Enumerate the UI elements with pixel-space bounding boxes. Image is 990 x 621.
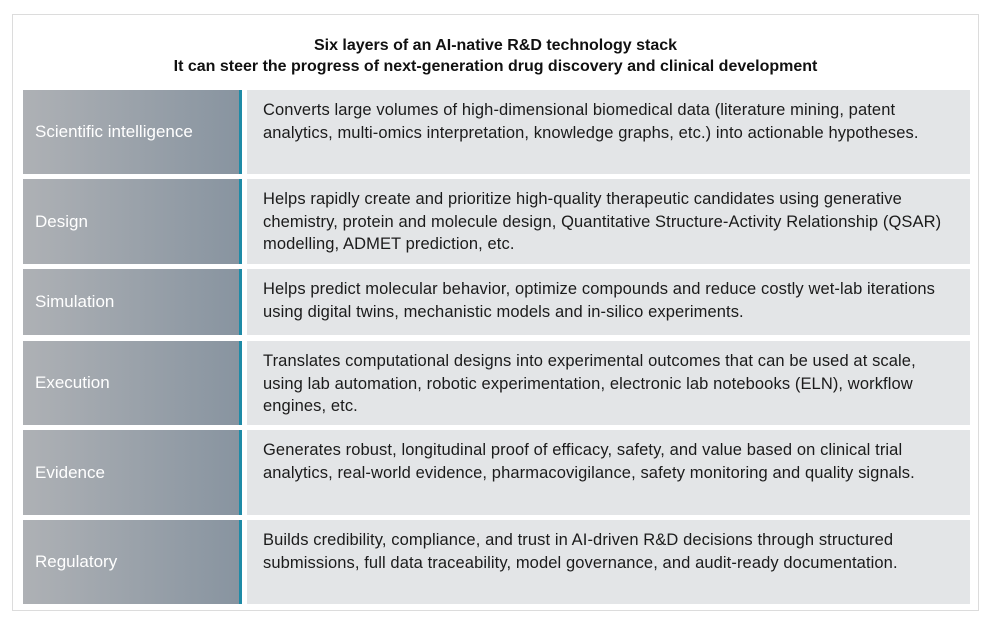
layer-row-evidence (23, 430, 970, 515)
layer-row-regulatory (23, 520, 970, 604)
layer-label: Simulation (35, 292, 115, 311)
layer-description: Helps rapidly create and prioritize high-quality therapeutic candidates using generative chemistry, protein and molecule design, Quantitative Structure-Activity Relationship (QSAR) modelling, ADMET prediction, etc. (247, 179, 970, 264)
layer-label-cell (23, 520, 239, 604)
layer-row-execution (23, 341, 970, 425)
layer-description: Generates robust, longitudinal proof of efficacy, safety, and value based on clinical trial analytics, real-world evidence, pharmacovigilance, safety monitoring and quality signals. (247, 430, 970, 515)
layer-label-cell (23, 269, 239, 335)
layer-description: Translates computational designs into experimental outcomes that can be used at scale, using lab automation, robotic experimentation, electronic lab notebooks (ELN), workflow engines, etc. (247, 341, 970, 425)
layer-description: Helps predict molecular behavior, optimize compounds and reduce costly wet-lab iterations using digital twins, mechanistic models and in-silico experiments. (247, 269, 970, 335)
layer-label: Execution (35, 373, 110, 392)
layer-label-cell (23, 179, 239, 264)
layer-description: Builds credibility, compliance, and trust in AI-driven R&D decisions through structured submissions, full data traceability, model governance, and audit-ready documentation. (247, 520, 970, 604)
layer-row-design (23, 179, 970, 264)
layer-label: Evidence (35, 462, 105, 482)
layer-label-cell (23, 90, 239, 174)
layer-row-simulation (23, 269, 970, 335)
layer-label-cell (23, 430, 239, 515)
figure-subtitle: It can steer the progress of next-generation drug discovery and clinical development (173, 58, 818, 75)
layer-label: Regulatory (35, 552, 118, 571)
layer-label-cell (23, 341, 239, 425)
title-block (13, 35, 978, 77)
layer-row-scientific-intelligence (23, 90, 970, 174)
layer-description: Converts large volumes of high-dimensional biomedical data (literature mining, patent analytics, multi-omics interpretation, knowledge graphs, etc.) into actionable hypotheses. (247, 90, 970, 174)
layer-label: Scientific intelligence (35, 122, 193, 141)
figure-frame (12, 14, 979, 611)
figure-title: Six layers of an AI-native R&D technology stack (313, 37, 678, 54)
layer-label: Design (35, 211, 88, 231)
